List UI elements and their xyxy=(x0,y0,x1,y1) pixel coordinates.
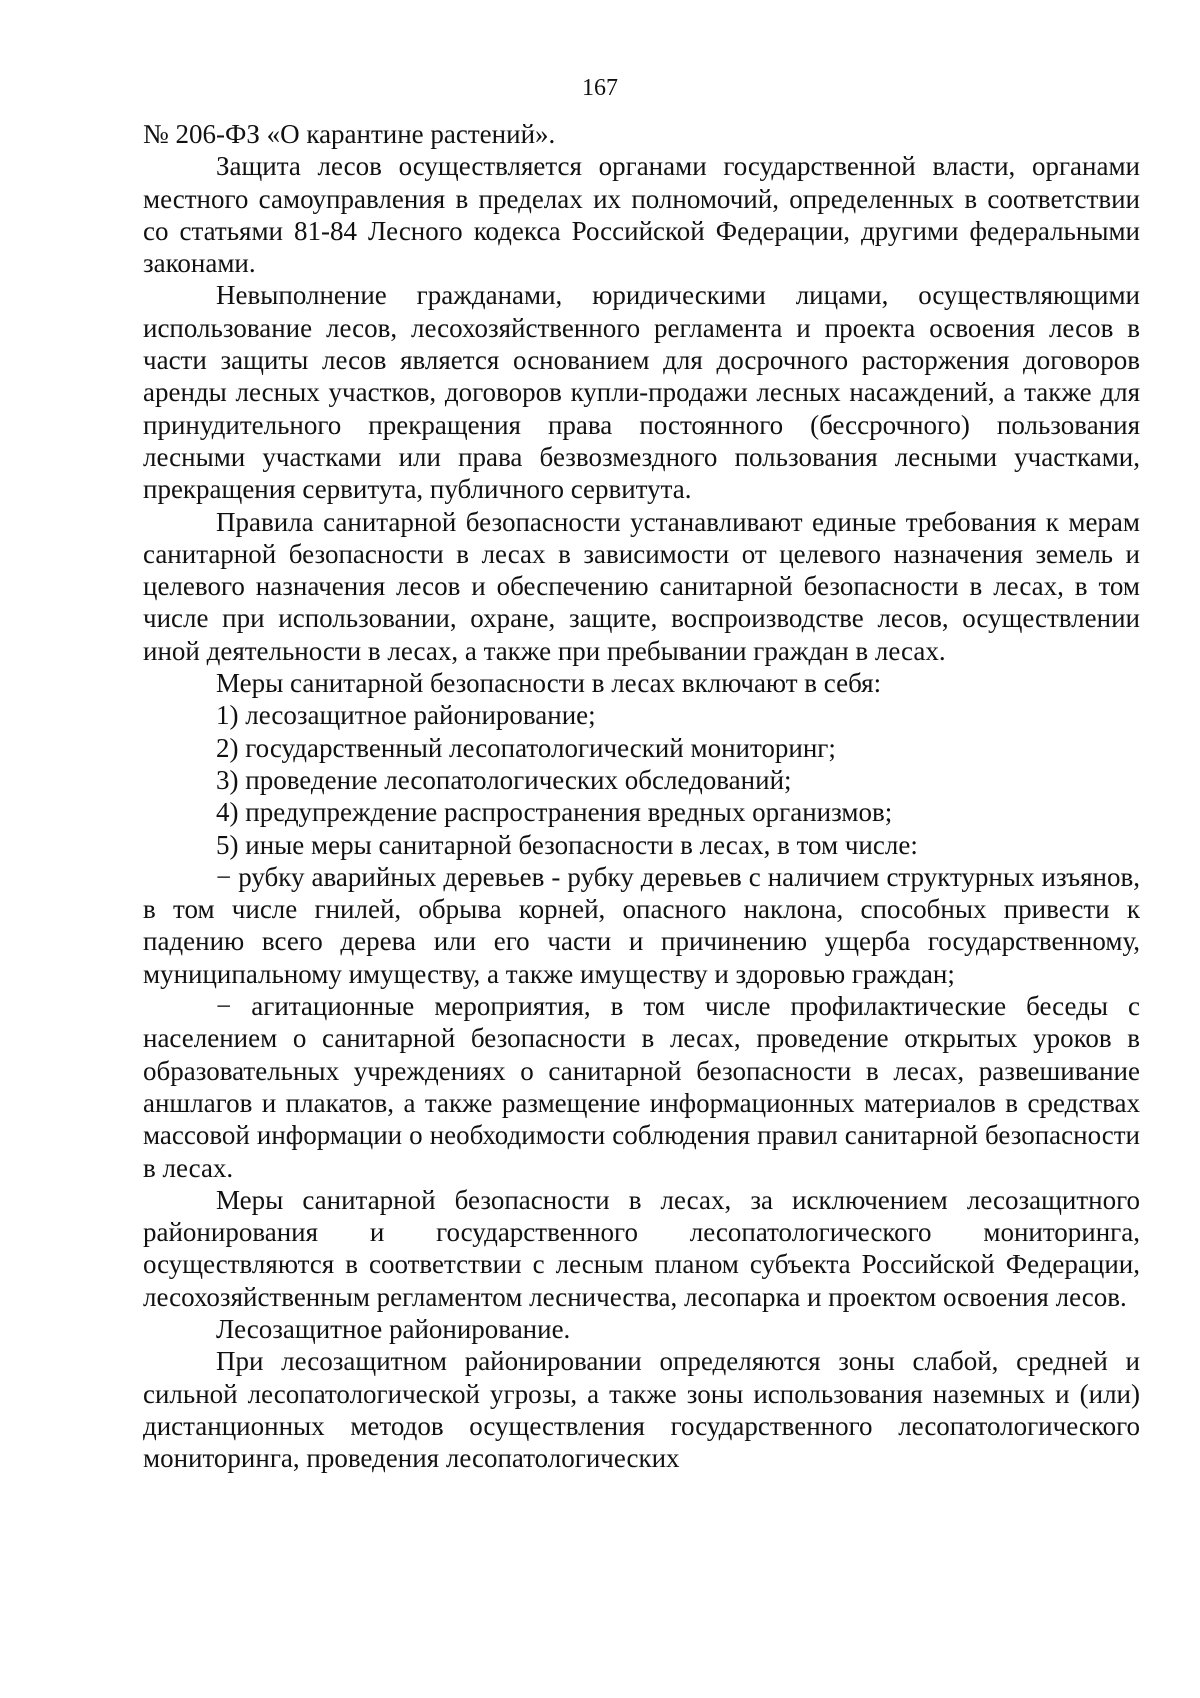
list-item-3: 3) проведение лесопатологических обследований; xyxy=(216,764,792,795)
list-item-4: 4) предупреждение распространения вредных организмов; xyxy=(216,797,893,828)
paragraph-measures-implementation: Меры санитарной безопасности в лесах, за исключением лесозащитного районирования и государственного лесопатологического мониторинга, осуществляются в соответствии с лесным планом субъекта Российской Федерации, лесохозяйственным регламентом лесничества, лесопарка и проектом освоения лесов. xyxy=(143,1184,1140,1312)
paragraph-zoning-details: При лесозащитном районировании определяются зоны слабой, средней и сильной лесопатологической угрозы, а также зоны использования наземных и (или) дистанционных методов осуществления государственного лесопатологического мониторинга, проведения лесопатологических xyxy=(143,1346,1140,1474)
document-body xyxy=(143,118,1140,1474)
list-item-1: 1) лесозащитное районирование; xyxy=(216,700,596,731)
paragraph-forest-protection: Защита лесов осуществляется органами государственной власти, органами местного самоуправления в пределах их полномочий, определенных в соответствии со статьями 81-84 Лесного кодекса Российской Федерации, другими федеральными законами. xyxy=(143,151,1140,279)
paragraph-noncompliance: Невыполнение гражданами, юридическими лицами, осуществляющими использование лесов, лесохозяйственного регламента и проекта освоения лесов в части защиты лесов является основанием для досрочного расторжения договоров аренды лесных участков, договоров купли-продажи лесных насаждений, а также для принудительного прекращения права постоянного (бессрочного) пользования лесными участками или права безвозмездного пользования лесными участками, прекращения сервитута, публичного сервитута. xyxy=(143,280,1140,505)
paragraph-measures-intro: Меры санитарной безопасности в лесах включают в себя: xyxy=(216,668,882,699)
dash-item-emergency-felling: − рубку аварийных деревьев - рубку деревьев с наличием структурных изъянов, в том числе гнилей, обрыва корней, опасного наклона, способных привести к падению всего дерева или его части и причинению ущерба государственному, муниципальному имуществу, а также имуществу и здоровью граждан; xyxy=(143,861,1140,989)
dash-item-campaign-events: − агитационные мероприятия, в том числе профилактические беседы с населением о санитарной безопасности в лесах, проведение открытых уроков в образовательных учреждениях о санитарной безопасности в лесах, развешивание аншлагов и плакатов, а также размещение информационных материалов в средствах массовой информации о необходимости соблюдения правил санитарной безопасности в лесах. xyxy=(143,991,1140,1183)
paragraph-law-reference: № 206-ФЗ «О карантине растений». xyxy=(143,119,556,149)
paragraph-sanitary-rules: Правила санитарной безопасности устанавливают единые требования к мерам санитарной безопасности в лесах в зависимости от целевого назначения земель и целевого назначения лесов и обеспечению санитарной безопасности в лесах, в том числе при использовании, охране, защите, воспроизводстве лесов, осуществлении иной деятельности в лесах, а также при пребывании граждан в лесах. xyxy=(143,506,1140,666)
section-heading-zoning: Лесозащитное районирование. xyxy=(216,1313,571,1344)
list-item-5: 5) иные меры санитарной безопасности в лесах, в том числе: xyxy=(216,829,918,860)
page-number: 167 xyxy=(582,75,618,101)
list-item-2: 2) государственный лесопатологический мониторинг; xyxy=(216,732,836,763)
